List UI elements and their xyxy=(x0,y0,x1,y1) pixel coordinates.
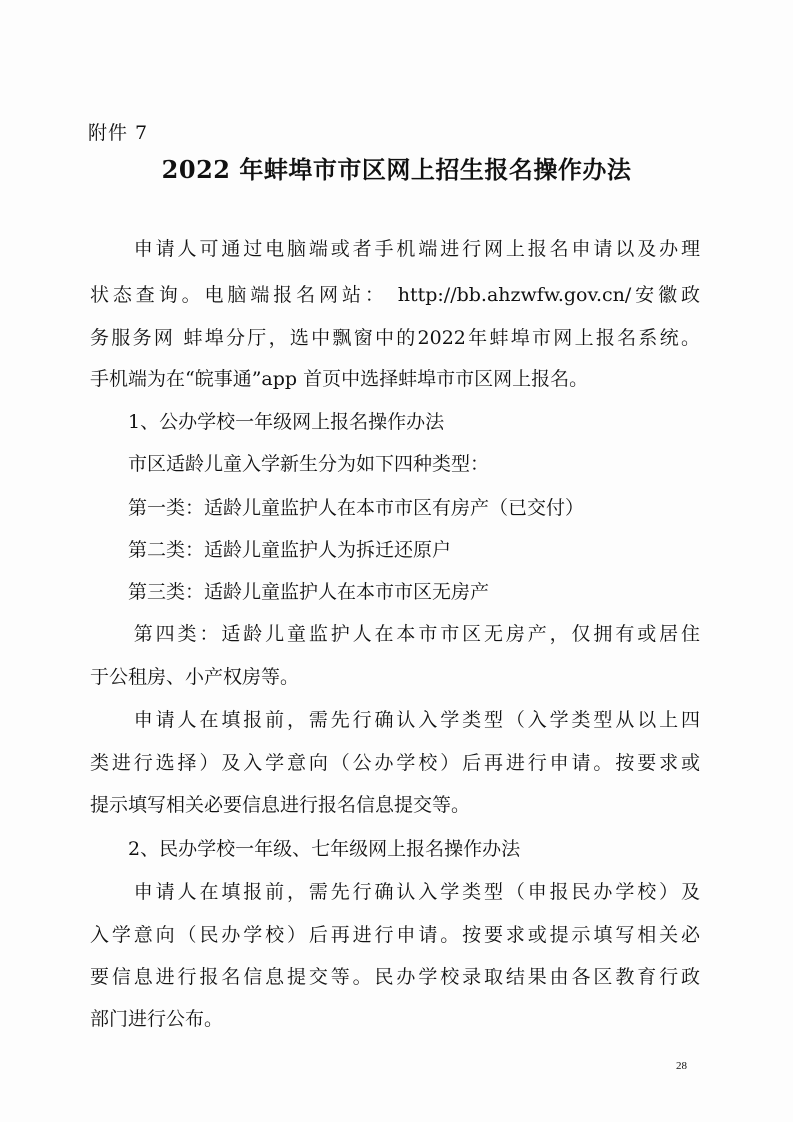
page-number: 28 xyxy=(676,1060,687,1072)
body-line: 部门进行公布。 xyxy=(90,1008,224,1030)
body-line: 手机端为在“皖事通”app 首页中选择蚌埠市市区网上报名。 xyxy=(90,368,589,390)
body-line: 申请人在填报前，需先行确认入学类型（入学类型从以上四 xyxy=(90,709,700,731)
list-item: 第一类：适龄儿童监护人在本市市区有房产（已交付） xyxy=(90,497,585,519)
body-line: 于公租房、小产权房等。 xyxy=(90,666,300,688)
body-line: 状态查询。电脑端报名网站： http://bb.ahzwfw.gov.cn/安徽政 xyxy=(90,284,700,306)
page-title: 2022 年蚌埠市市区网上招生报名操作办法 xyxy=(161,155,632,184)
body-line: 务服务网 蚌埠分厅，选中飘窗中的2022年蚌埠市网上报名系统。 xyxy=(90,327,700,349)
body-line: 申请人可通过电脑端或者手机端进行网上报名申请以及办理 xyxy=(90,238,700,260)
section-heading: 2、民办学校一年级、七年级网上报名操作办法 xyxy=(90,838,521,860)
list-item: 第四类：适龄儿童监护人在本市市区无房产，仅拥有或居住 xyxy=(90,623,700,645)
body-line: 入学意向（民办学校）后再进行申请。按要求或提示填写相关必 xyxy=(90,924,700,946)
body-line: 申请人在填报前，需先行确认入学类型（申报民办学校）及 xyxy=(90,881,700,903)
body-line: 市区适龄儿童入学新生分为如下四种类型： xyxy=(90,453,490,475)
body-line: 要信息进行报名信息提交等。民办学校录取结果由各区教育行政 xyxy=(90,966,700,988)
list-item: 第三类：适龄儿童监护人在本市市区无房产 xyxy=(90,581,490,603)
body-line: 提示填写相关必要信息进行报名信息提交等。 xyxy=(90,794,471,816)
attachment-label: 附件 7 xyxy=(88,122,149,144)
list-item: 第二类：适龄儿童监护人为拆迁还原户 xyxy=(90,539,452,561)
body-line: 类进行选择）及入学意向（公办学校）后再进行申请。按要求或 xyxy=(90,752,700,774)
section-heading: 1、公办学校一年级网上报名操作办法 xyxy=(90,411,445,433)
